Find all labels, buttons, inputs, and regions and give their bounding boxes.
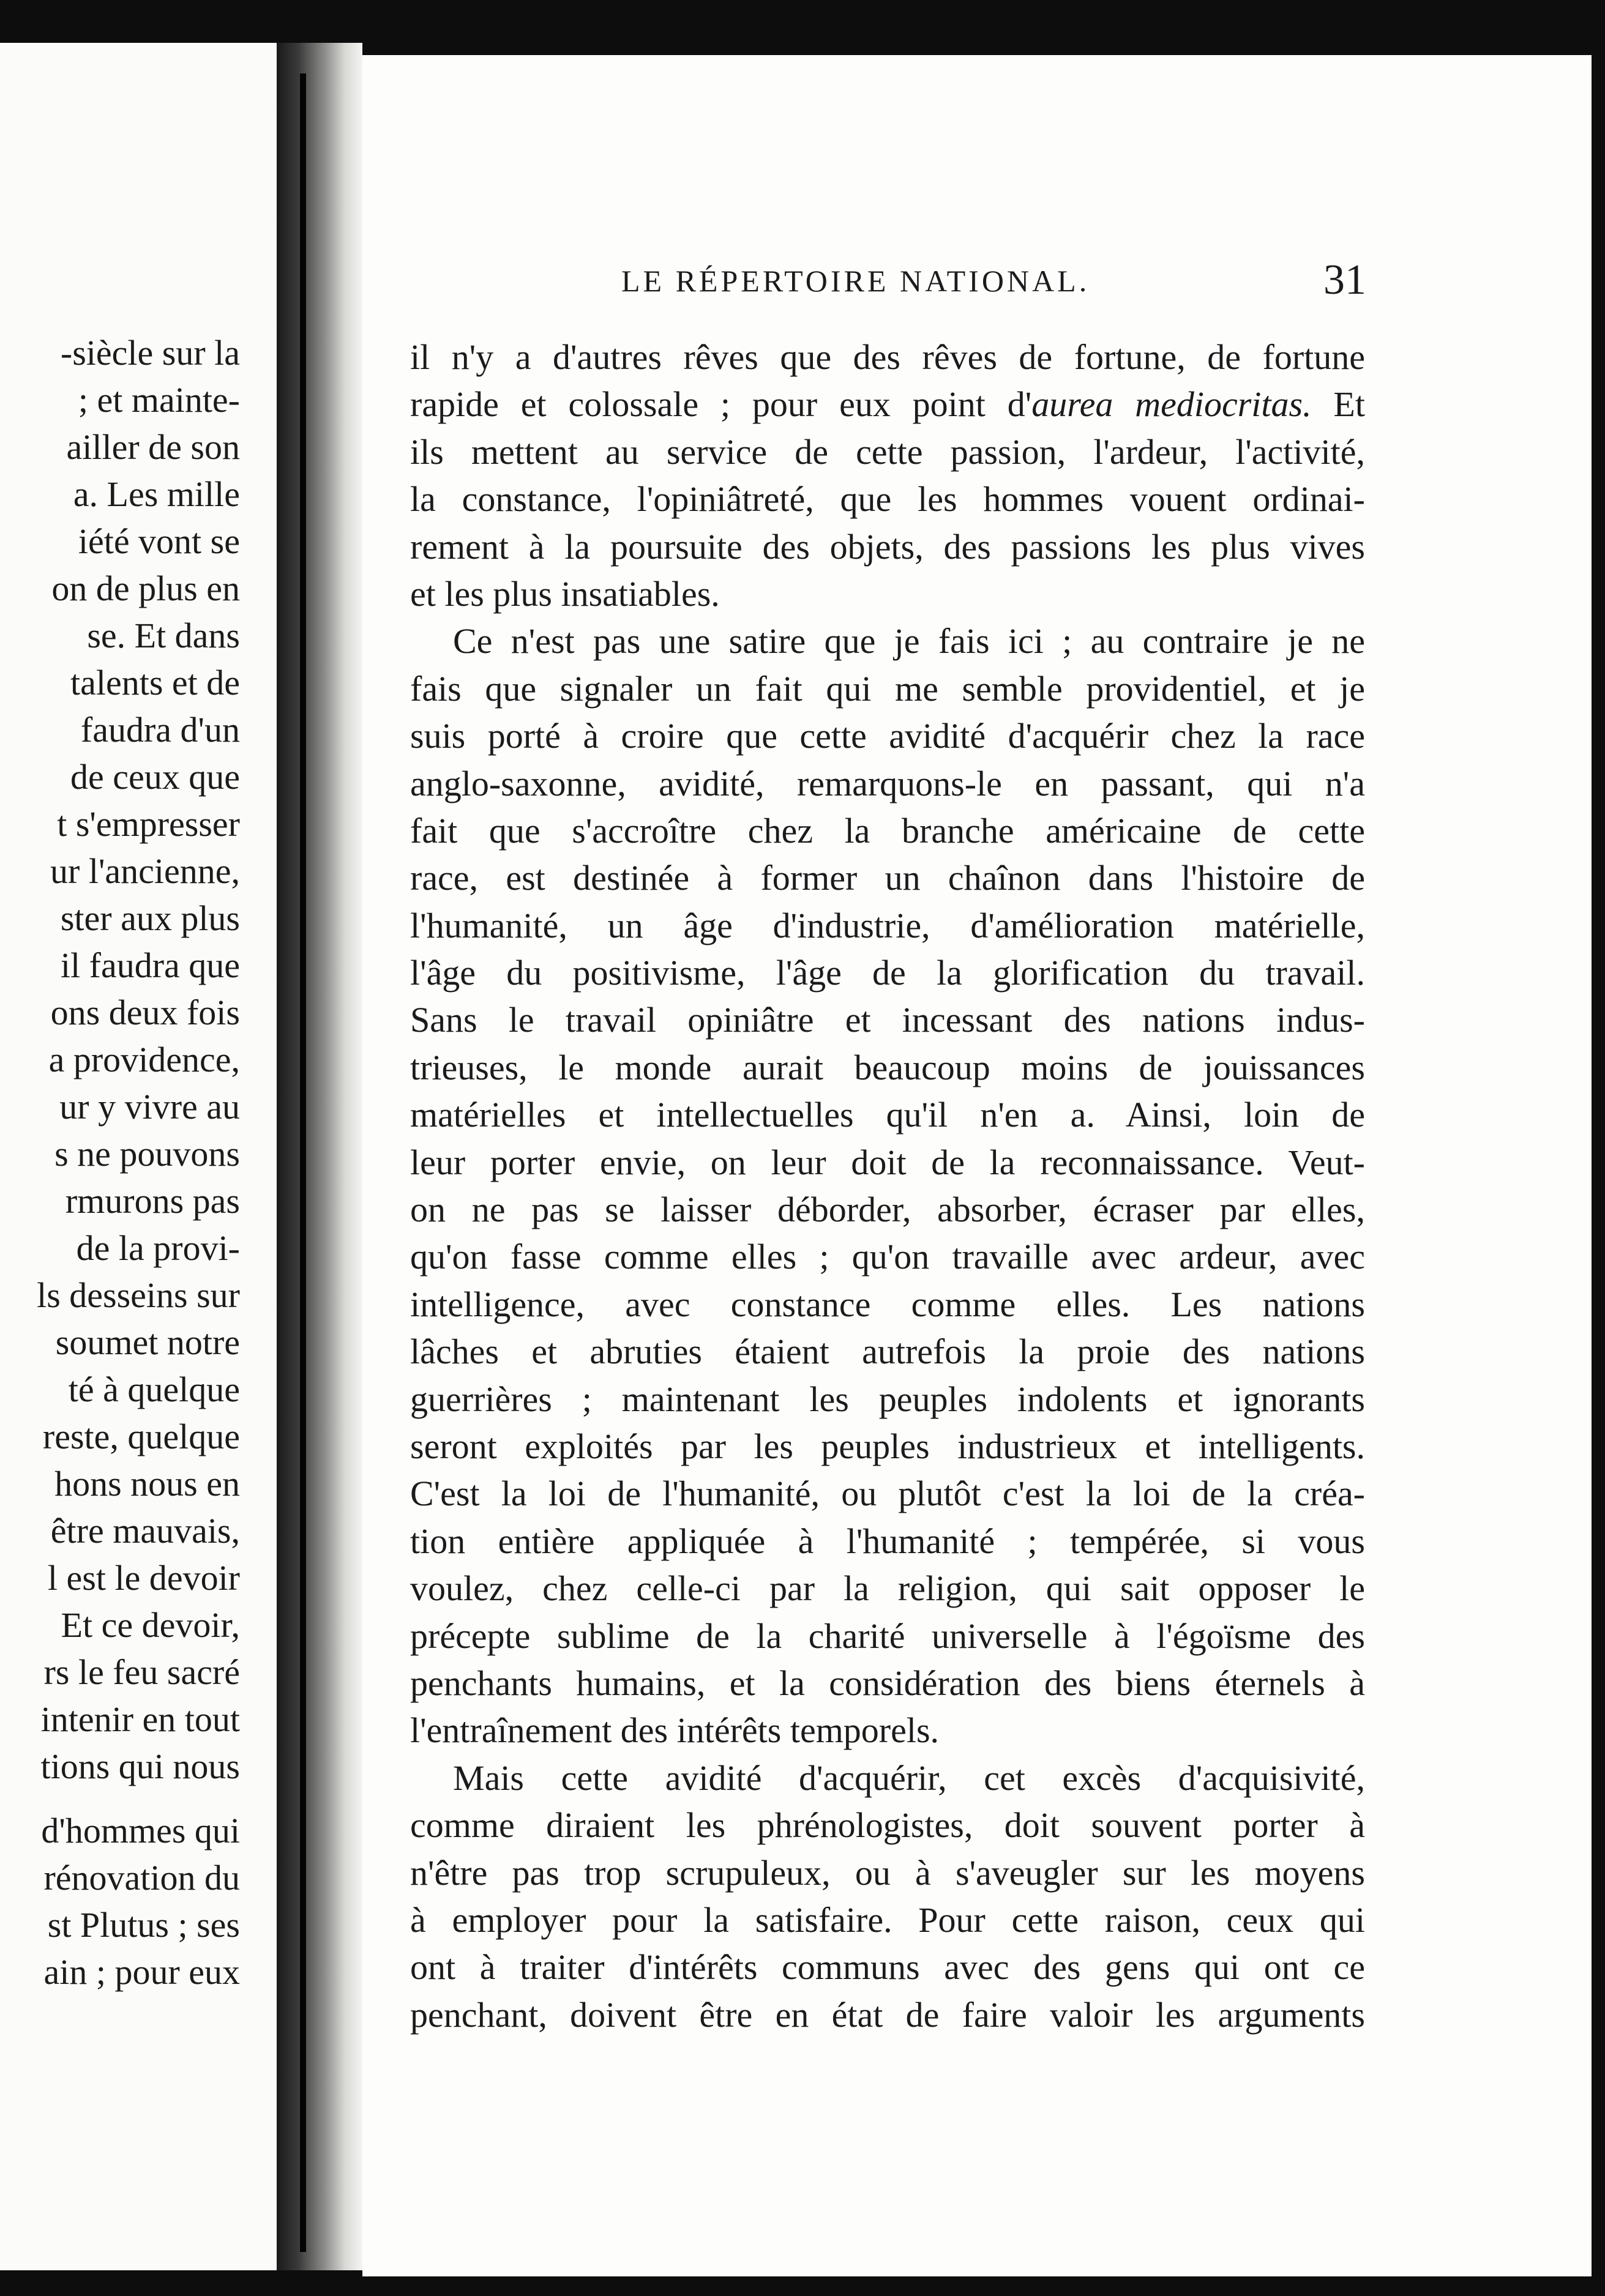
text-line: et les plus insatiables. xyxy=(410,573,720,614)
left-text-line: a. Les mille xyxy=(73,474,240,514)
body-text xyxy=(410,334,1365,2038)
text-line: fais que signaler un fait qui me semble providentiel, et je xyxy=(410,668,1365,709)
left-text-line: rénovation du xyxy=(43,1858,240,1898)
text-line: l'entraînement des intérêts temporels. xyxy=(410,1710,940,1751)
left-text-line: iété vont se xyxy=(78,521,240,561)
page-number: 31 xyxy=(1323,256,1366,304)
text-line: à employer pour la satisfaire. Pour cette raison, ceux qui xyxy=(410,1899,1365,1940)
left-text-line: a providence, xyxy=(48,1040,240,1079)
text-line: l'humanité, un âge d'industrie, d'amélioration matérielle, xyxy=(410,905,1365,945)
left-text-line: t s'empresser xyxy=(57,804,240,844)
left-text-line: ain ; pour eux xyxy=(43,1952,240,1992)
text-line: seront exploités par les peuples industrieux et intelligents. xyxy=(410,1426,1365,1466)
text-line: trieuses, le monde aurait beaucoup moins de jouissances xyxy=(410,1047,1365,1087)
left-text-line: ls desseins sur xyxy=(37,1275,240,1315)
left-text-line: de ceux que xyxy=(70,757,240,797)
text-line: intelligence, avec constance comme elles. Les nations xyxy=(410,1284,1365,1324)
left-page-text xyxy=(0,329,240,1996)
text-line: leur porter envie, on leur doit de la reconnaissance. Veut- xyxy=(410,1142,1365,1182)
text-line: Ce n'est pas une satire que je fais ici ; au contraire je ne xyxy=(453,621,1365,662)
left-text-line: Et ce devoir, xyxy=(61,1605,240,1645)
text-line: qu'on fasse comme elles ; qu'on travaille avec ardeur, avec xyxy=(410,1237,1365,1277)
left-text-line: ur l'ancienne, xyxy=(50,851,240,891)
left-text-line: ; et mainte- xyxy=(78,380,240,420)
left-text-line: ailler de son xyxy=(66,427,240,467)
text-line: race, est destinée à former un chaînon dans l'histoire de xyxy=(410,858,1365,898)
left-text-line: ons deux fois xyxy=(50,993,240,1032)
left-text-line: intenir en tout xyxy=(40,1699,240,1739)
left-text-line: -siècle sur la xyxy=(60,333,240,373)
left-text-line: soumet notre xyxy=(55,1322,240,1362)
text-line: ils mettent au service de cette passion, l'ardeur, l'activité, xyxy=(410,431,1365,472)
right-page-edge xyxy=(1592,55,1605,2276)
text-line: Mais cette avidité d'acquérir, cet excès d'acquisivité, xyxy=(453,1757,1365,1798)
text-line: penchant, doivent être en état de faire valoir les arguments xyxy=(410,1994,1365,2035)
text-line: n'être pas trop scrupuleux, ou à s'aveugler sur les moyens xyxy=(410,1852,1365,1893)
text-line: lâches et abruties étaient autrefois la proie des nations xyxy=(410,1332,1365,1372)
text-line: comme diraient les phrénologistes, doit souvent porter à xyxy=(410,1805,1365,1846)
left-text-line: l est le devoir xyxy=(47,1558,240,1598)
left-text-line: de la provi- xyxy=(76,1228,240,1268)
left-text-line: té à quelque xyxy=(68,1370,240,1409)
left-text-line: reste, quelque xyxy=(42,1417,240,1456)
text-line xyxy=(410,381,1365,428)
text-line: Sans le travail opiniâtre et incessant des nations indus- xyxy=(410,1000,1365,1040)
running-title: LE RÉPERTOIRE NATIONAL. xyxy=(621,264,1090,298)
left-text-line: ur y vivre au xyxy=(59,1087,240,1127)
text-line: il n'y a d'autres rêves que des rêves de fortune, de fortune xyxy=(410,337,1365,377)
text-line: matérielles et intellectuelles qu'il n'en a. Ainsi, loin de xyxy=(410,1095,1365,1135)
spine-edge xyxy=(300,73,306,2252)
text-line: tion entière appliquée à l'humanité ; tempérée, si vous xyxy=(410,1521,1365,1561)
left-facing-page xyxy=(0,43,277,2270)
text-line: on ne pas se laisser déborder, absorber, écraser par elles, xyxy=(410,1190,1365,1230)
text-fragment: rapide et colossale ; pour eux point d' xyxy=(410,384,1032,425)
left-text-line: d'hommes qui xyxy=(41,1811,240,1851)
left-text-line: rmurons pas xyxy=(65,1181,240,1221)
left-text-line: tions qui nous xyxy=(40,1746,240,1786)
left-text-line: on de plus en xyxy=(51,568,240,608)
left-text-line: st Plutus ; ses xyxy=(47,1905,240,1945)
text-line: penchants humains, et la considération des biens éternels à xyxy=(410,1663,1365,1703)
text-line: C'est la loi de l'humanité, ou plutôt c'est la loi de la créa- xyxy=(410,1474,1365,1514)
left-text-line: talents et de xyxy=(70,663,240,703)
left-text-line: hons nous en xyxy=(54,1464,240,1504)
left-text-line: être mauvais, xyxy=(50,1511,240,1551)
left-text-line: se. Et dans xyxy=(87,616,240,655)
text-line: anglo-saxonne, avidité, remarquons-le en passant, qui n'a xyxy=(410,763,1365,803)
left-text-line: rs le feu sacré xyxy=(43,1652,240,1692)
text-line: la constance, l'opiniâtreté, que les hommes vouent ordinai- xyxy=(410,479,1365,520)
text-line: suis porté à croire que cette avidité d'acquérir chez la race xyxy=(410,716,1365,756)
text-line: rement à la poursuite des objets, des passions les plus vives xyxy=(410,526,1365,567)
text-line: ont à traiter d'intérêts communs avec des gens qui ont ce xyxy=(410,1947,1365,1988)
text-line: précepte sublime de la charité universelle à l'égoïsme des xyxy=(410,1616,1365,1656)
italic-phrase: aurea mediocritas. xyxy=(1031,384,1312,425)
left-text-line: s ne pouvons xyxy=(54,1134,240,1174)
text-line: l'âge du positivisme, l'âge de la glorification du travail. xyxy=(410,953,1365,993)
text-line: guerrières ; maintenant les peuples indolents et ignorants xyxy=(410,1379,1365,1419)
left-text-line: faudra d'un xyxy=(80,710,240,750)
left-text-line: il faudra que xyxy=(60,945,240,985)
text-fragment: Et xyxy=(1311,384,1365,425)
book-gutter-shadow xyxy=(277,43,362,2270)
text-line: fait que s'accroître chez la branche américaine de cette xyxy=(410,810,1365,851)
left-text-line: ster aux plus xyxy=(60,898,240,938)
text-line: voulez, chez celle-ci par la religion, qui sait opposer le xyxy=(410,1568,1365,1609)
